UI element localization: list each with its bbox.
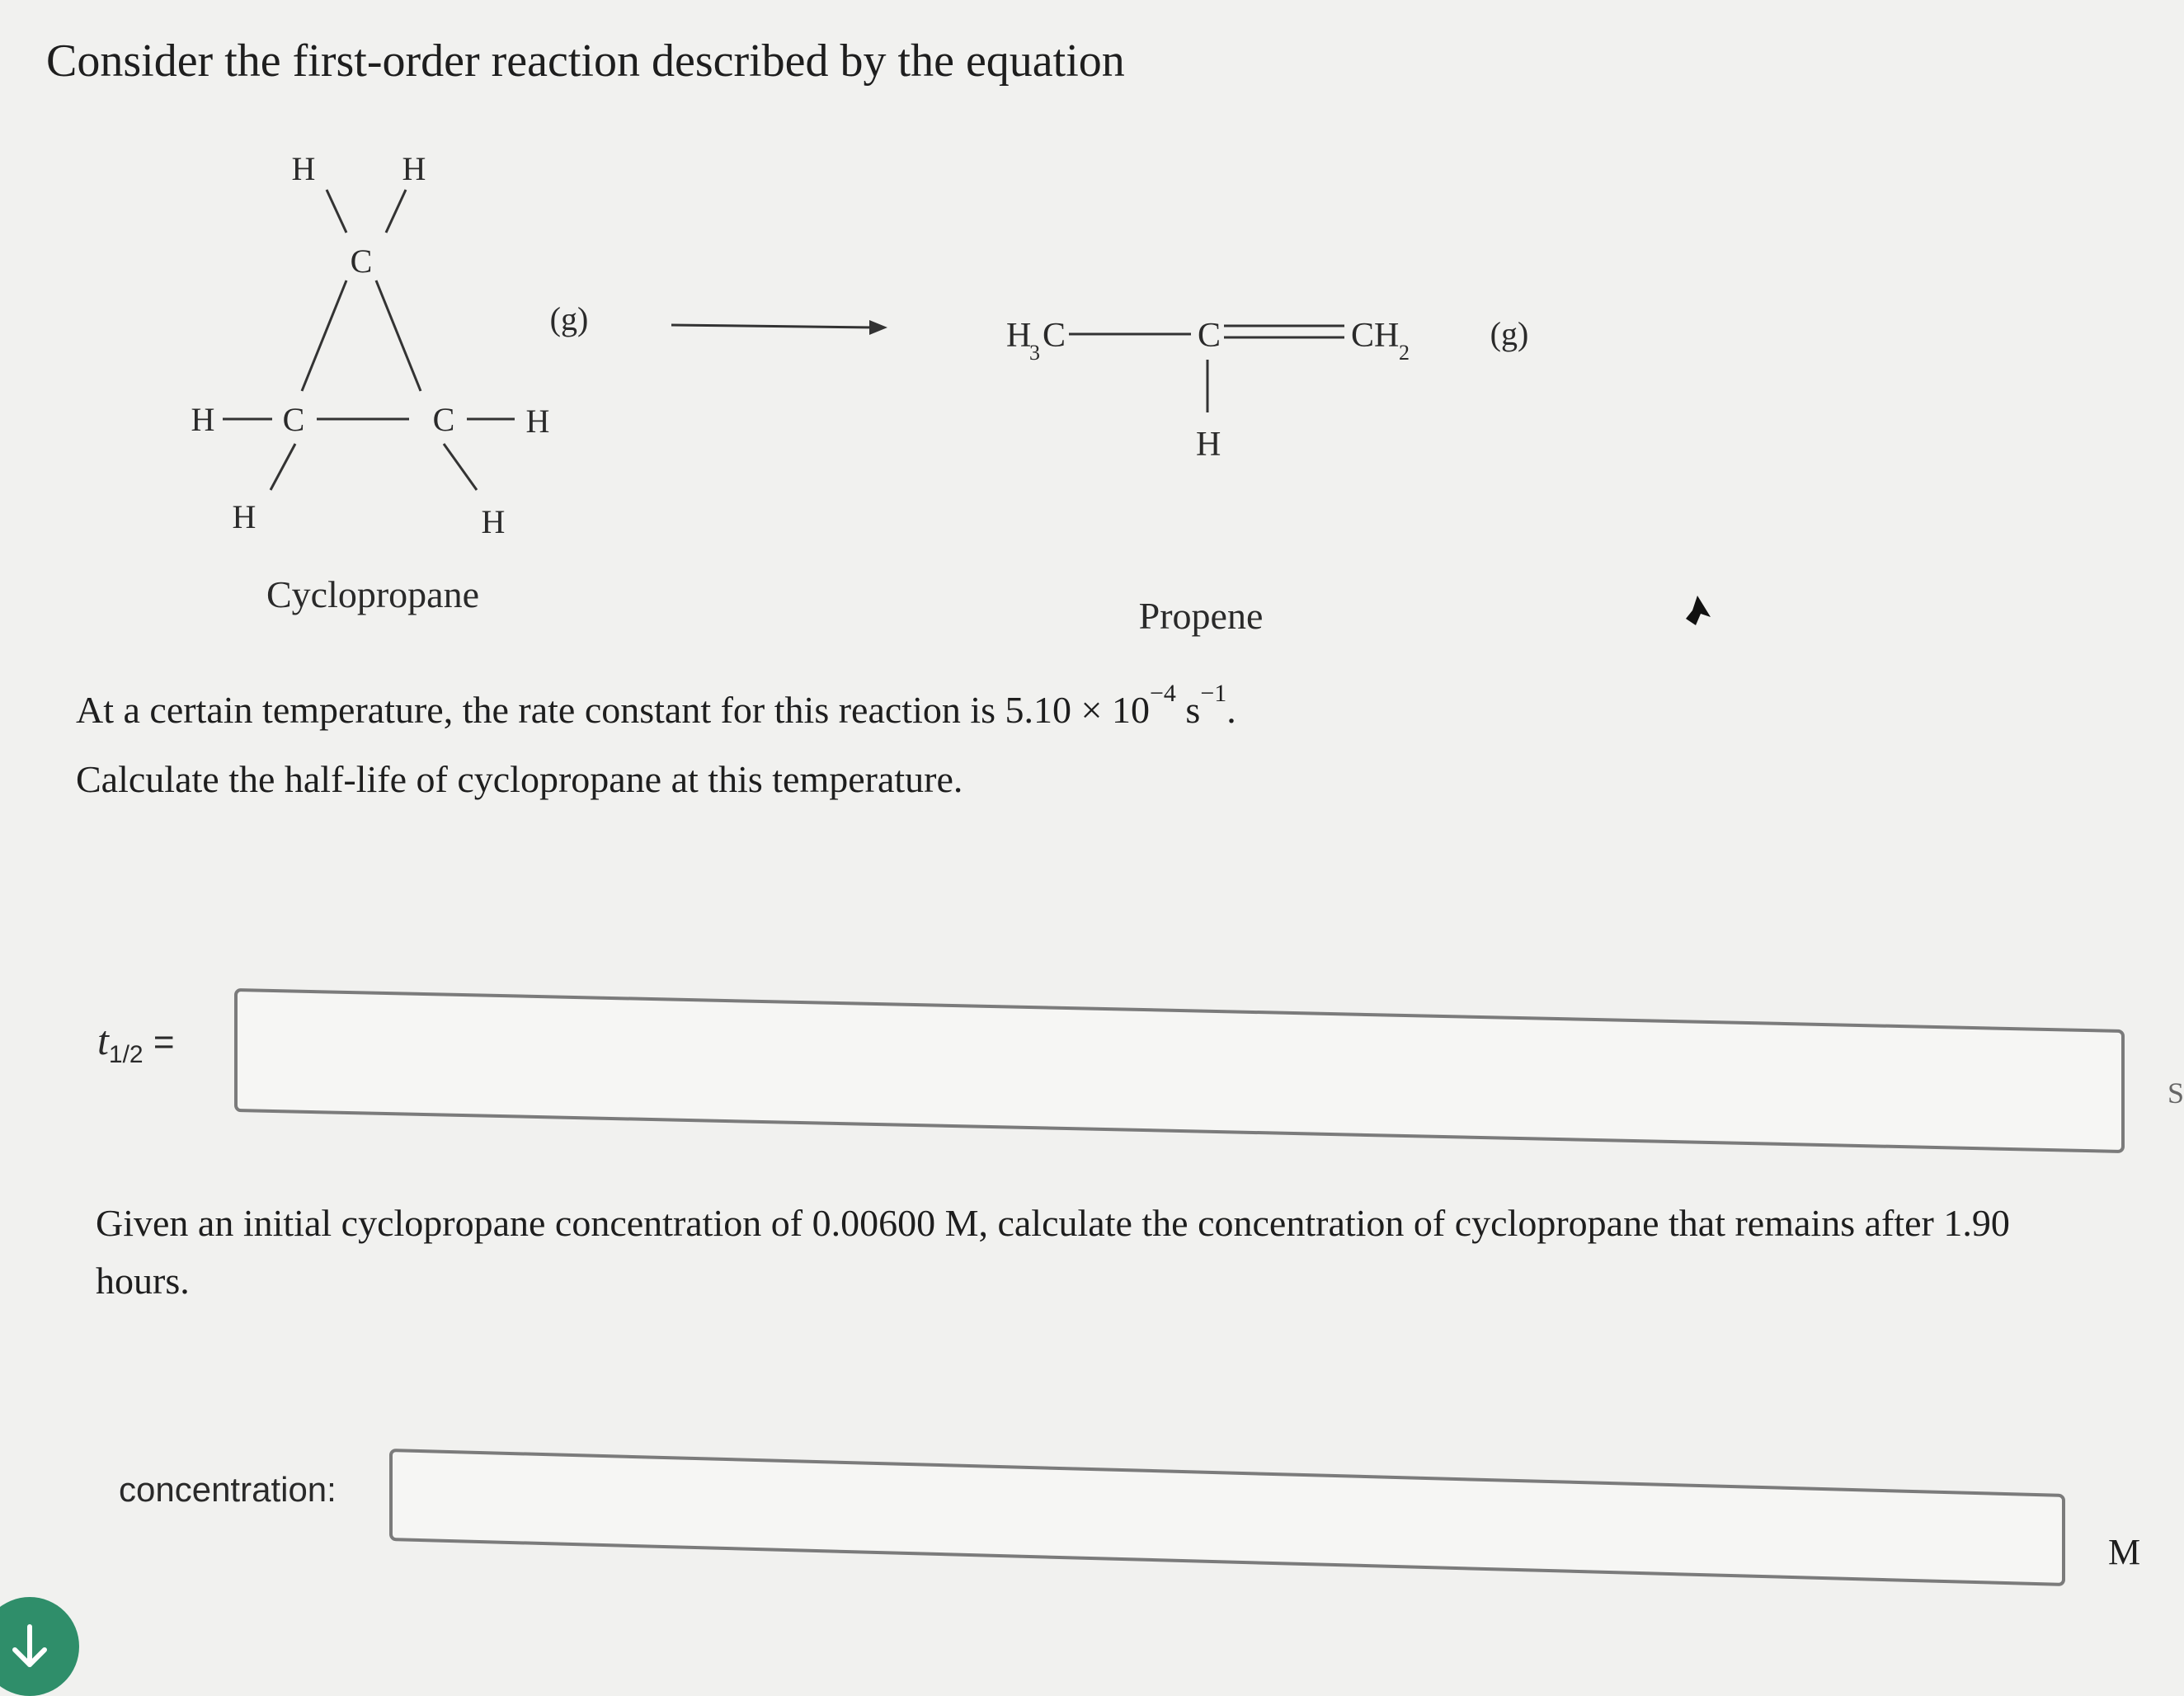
atom-h-top-right: H	[402, 150, 426, 187]
reactant-phase: (g)	[549, 300, 589, 337]
arrow-down-icon	[3, 1620, 56, 1673]
atom-h3-h: H	[1006, 317, 1032, 355]
product-phase: (g)	[1490, 315, 1529, 352]
atom-h-bottom-left: H	[232, 498, 257, 535]
concentration-input[interactable]	[389, 1449, 2065, 1586]
rate-unit: s	[1185, 689, 1201, 731]
reaction-arrow-icon	[671, 320, 887, 335]
atom-h-bottom: H	[1196, 426, 1221, 464]
reaction-diagram	[0, 0, 2184, 660]
reactant-name: Cyclopropane	[266, 573, 480, 615]
rate-exponent: −4	[1149, 680, 1176, 707]
rate-constant-statement	[76, 681, 1236, 738]
atom-c-top: C	[350, 243, 373, 280]
half-life-input[interactable]	[234, 988, 2125, 1153]
mouse-pointer-icon	[1683, 594, 1712, 627]
scroll-down-button[interactable]	[0, 1597, 79, 1696]
concentration-unit: M	[2108, 1532, 2141, 1572]
atom-c-right: C	[432, 401, 455, 438]
rate-text: At a certain temperature, the rate constant for this reaction is 5.10 × 10	[76, 689, 1150, 731]
half-life-prompt: Calculate the half-life of cyclopropane at this temperature.	[76, 758, 963, 800]
half-life-label	[97, 1016, 175, 1069]
half-life-var: t	[97, 1017, 109, 1063]
edge-glyph: S	[2168, 1076, 2184, 1109]
rate-unit-exponent: −1	[1200, 680, 1227, 707]
cyclopropane-bonds	[223, 190, 515, 490]
atom-c-center: C	[1198, 317, 1221, 355]
rate-end: .	[1226, 689, 1236, 731]
atom-h-left: H	[191, 401, 215, 438]
atom-h3-sub: 3	[1029, 341, 1040, 365]
atom-h3-c: C	[1043, 317, 1066, 355]
concentration-label: concentration:	[119, 1470, 337, 1509]
atom-h-bottom-right: H	[481, 503, 506, 540]
cyclopropane-atoms	[191, 150, 550, 540]
half-life-sub: 1/2	[108, 1040, 144, 1068]
atom-c-left: C	[282, 401, 305, 438]
atom-ch2: CH	[1351, 317, 1400, 355]
half-life-eq: =	[153, 1022, 175, 1062]
atom-ch2-sub: 2	[1399, 341, 1410, 365]
atom-h-right: H	[525, 403, 550, 440]
question-intro: Consider the first-order reaction described by the equation	[46, 35, 1125, 87]
concentration-prompt: Given an initial cyclopropane concentration of 0.00600 M, calculate the concentration of cyclopropane that remains after 1.90 hours.	[96, 1202, 2010, 1302]
product-name: Propene	[1138, 595, 1264, 637]
atom-h-top-left: H	[291, 150, 316, 187]
